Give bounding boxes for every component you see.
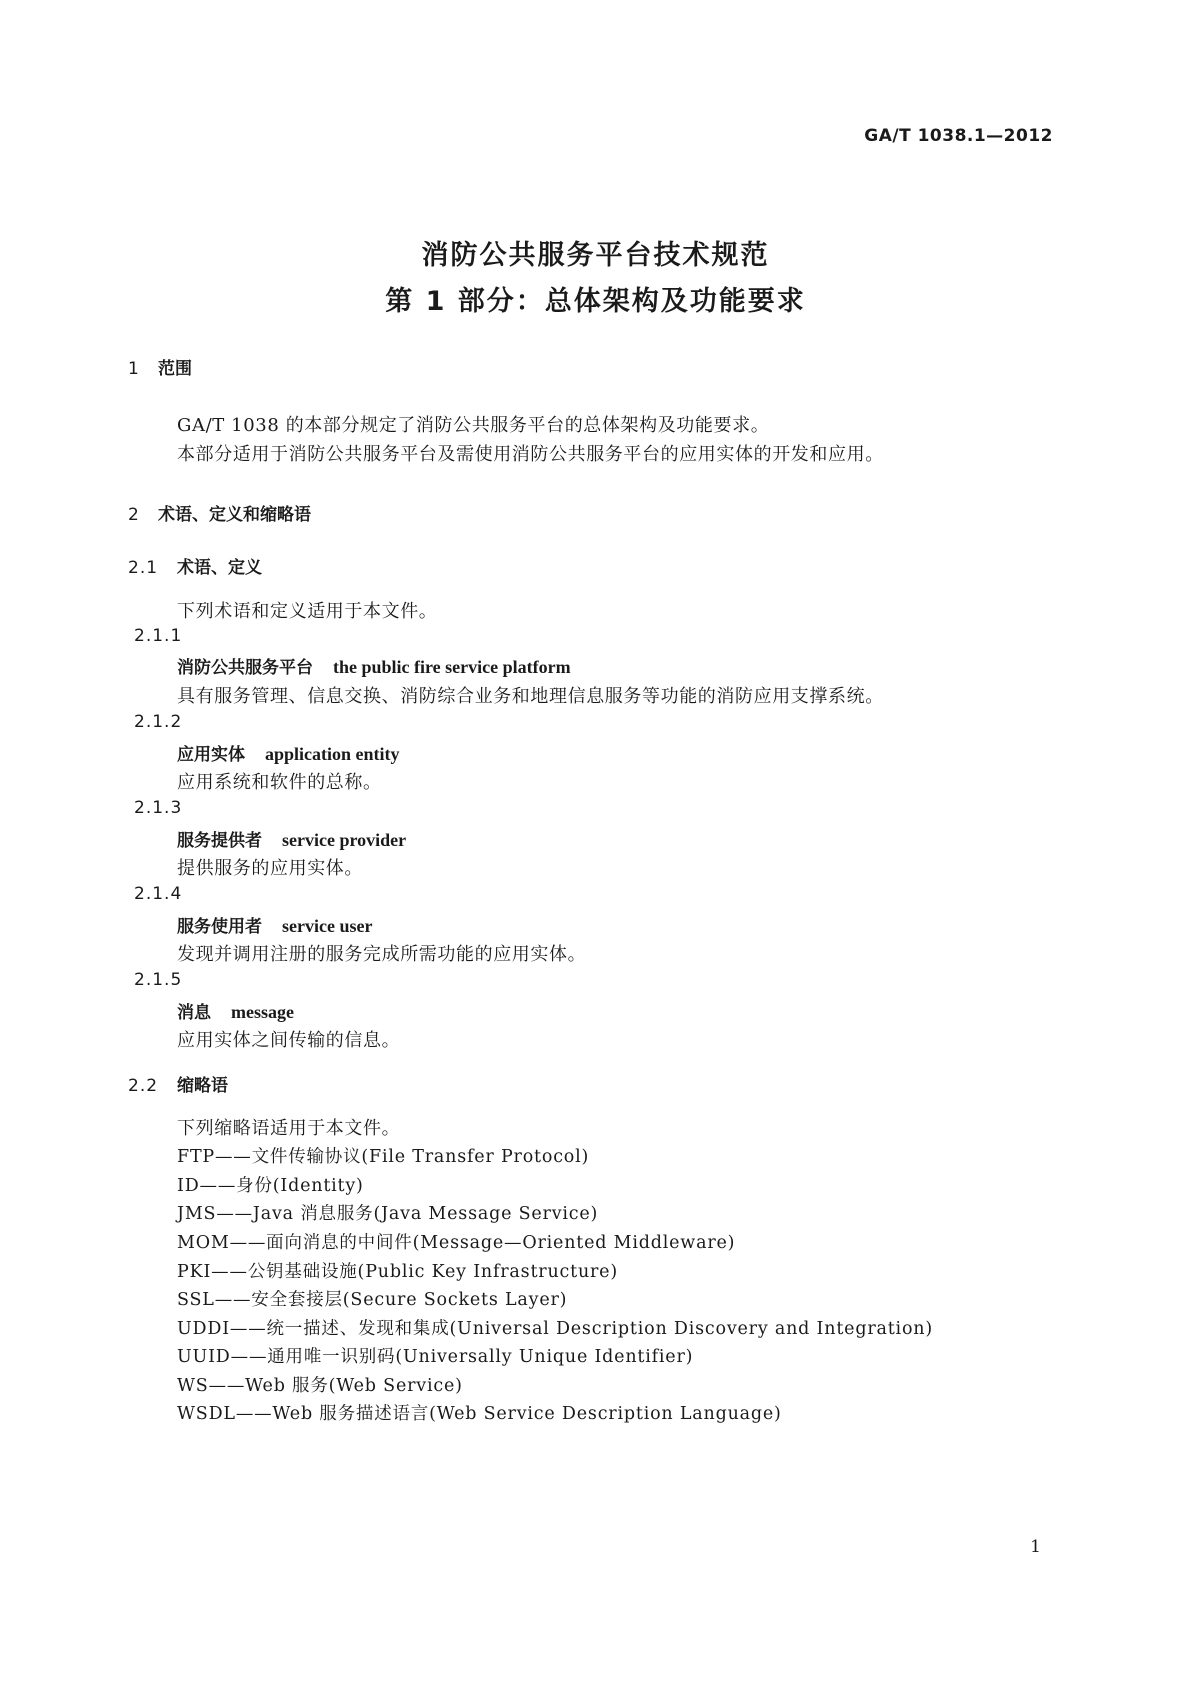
- abbreviation-item: JMS——Java 消息服务(Java Message Service): [177, 1204, 599, 1224]
- term-number: 2.1.1: [134, 626, 183, 646]
- term-number: 2.1.4: [134, 884, 183, 904]
- section-1-heading: [128, 354, 192, 379]
- term-definition: 发现并调用注册的服务完成所需功能的应用实体。: [177, 944, 587, 965]
- section-number: 2.2: [128, 1076, 159, 1096]
- abbreviation-item: PKI——公钥基础设施(Public Key Infrastructure): [177, 1262, 618, 1282]
- term-definition: 应用实体之间传输的信息。: [177, 1030, 401, 1051]
- term-number: 2.1.3: [134, 798, 183, 818]
- section-2-heading: [128, 500, 311, 525]
- terms-intro: 下列术语和定义适用于本文件。: [177, 601, 438, 622]
- section-2-1-heading: [128, 553, 262, 578]
- term-definition: 具有服务管理、信息交换、消防综合业务和地理信息服务等功能的消防应用支撑系统。: [177, 686, 884, 707]
- section-title: 范围: [158, 359, 192, 379]
- section-title: 术语、定义和缩略语: [158, 505, 311, 525]
- standard-code: GA/T 1038.1—2012: [864, 126, 1053, 146]
- abbreviation-item: WSDL——Web 服务描述语言(Web Service Description Language): [177, 1404, 782, 1424]
- term-zh: 服务提供者: [177, 831, 262, 851]
- term-en: message: [231, 1002, 294, 1022]
- abbreviation-item: FTP——文件传输协议(File Transfer Protocol): [177, 1147, 590, 1167]
- document-title: 消防公共服务平台技术规范: [421, 240, 770, 271]
- abbreviation-item: ID——身份(Identity): [177, 1176, 364, 1196]
- scope-paragraph-1: GA/T 1038 的本部分规定了消防公共服务平台的总体架构及功能要求。: [177, 415, 770, 436]
- section-number: 2: [128, 505, 139, 525]
- term-entry: [177, 998, 294, 1023]
- term-en: application entity: [265, 744, 400, 764]
- section-title: 缩略语: [177, 1076, 228, 1096]
- page-number: 1: [1030, 1537, 1041, 1557]
- term-definition: 提供服务的应用实体。: [177, 858, 363, 879]
- term-entry: [177, 653, 571, 678]
- term-en: service provider: [282, 830, 407, 850]
- term-entry: [177, 912, 372, 937]
- abbreviation-item: UUID——通用唯一识别码(Universally Unique Identifier): [177, 1347, 694, 1367]
- term-zh: 消息: [177, 1003, 211, 1023]
- term-definition: 应用系统和软件的总称。: [177, 772, 382, 793]
- abbreviation-item: UDDI——统一描述、发现和集成(Universal Description Discovery and Integration): [177, 1319, 933, 1339]
- scope-paragraph-2: 本部分适用于消防公共服务平台及需使用消防公共服务平台的应用实体的开发和应用。: [177, 444, 884, 465]
- section-2-2-heading: [128, 1071, 228, 1096]
- abbreviation-item: SSL——安全套接层(Secure Sockets Layer): [177, 1290, 568, 1310]
- section-number: 2.1: [128, 558, 159, 578]
- term-entry: [177, 826, 406, 851]
- term-entry: [177, 740, 400, 765]
- term-en: service user: [282, 916, 373, 936]
- abbreviation-item: WS——Web 服务(Web Service): [177, 1376, 463, 1396]
- abbreviations-intro: 下列缩略语适用于本文件。: [177, 1118, 401, 1139]
- term-number: 2.1.5: [134, 970, 183, 990]
- section-number: 1: [128, 359, 139, 379]
- document-subtitle: 第 1 部分：总体架构及功能要求: [385, 286, 806, 317]
- term-zh: 消防公共服务平台: [177, 658, 313, 678]
- term-en: the public fire service platform: [333, 657, 571, 677]
- section-title: 术语、定义: [177, 558, 262, 578]
- term-zh: 应用实体: [177, 745, 245, 765]
- term-number: 2.1.2: [134, 712, 183, 732]
- abbreviation-item: MOM——面向消息的中间件(Message—Oriented Middleware): [177, 1233, 736, 1253]
- term-zh: 服务使用者: [177, 917, 262, 937]
